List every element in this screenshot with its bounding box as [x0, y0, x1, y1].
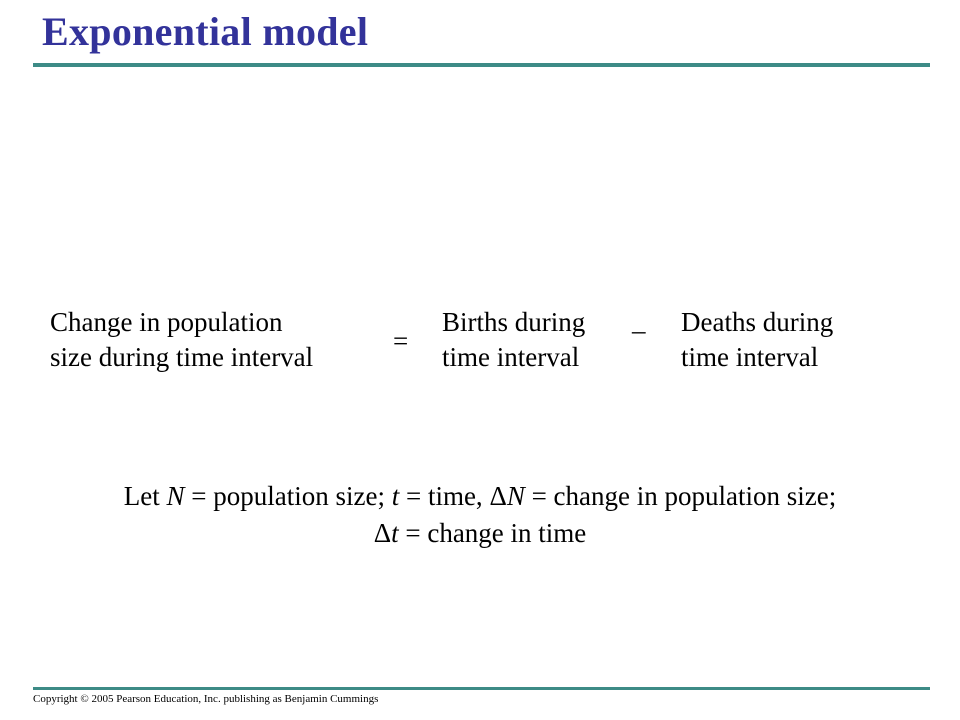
- def-t: = time,: [399, 481, 490, 511]
- definitions-line-2: [40, 515, 920, 552]
- deaths-line-1: Deaths during: [681, 307, 834, 337]
- deaths-term: [681, 305, 833, 375]
- deaths-line-2: time interval: [681, 342, 819, 372]
- copyright-notice: Copyright © 2005 Pearson Education, Inc. publishing as Benjamin Cummings: [33, 693, 379, 705]
- population-change-term: [50, 305, 313, 375]
- var-N: N: [166, 481, 185, 511]
- population-change-line-2: size during time interval: [50, 342, 314, 372]
- var-t: t: [391, 481, 400, 511]
- def-delta-t: = change in time: [398, 518, 587, 548]
- definitions-line-1: [40, 478, 920, 515]
- population-change-line-1: Change in population: [50, 307, 283, 337]
- births-term: [442, 305, 585, 375]
- slide-title: Exponential model: [42, 9, 369, 54]
- def-N: = population size;: [184, 481, 392, 511]
- footer-divider: [33, 687, 930, 690]
- title-divider: [33, 63, 930, 67]
- var-delta-N: N: [506, 481, 525, 511]
- births-line-2: time interval: [442, 342, 580, 372]
- births-line-1: Births during: [442, 307, 586, 337]
- def-delta-N: = change in population size;: [524, 481, 837, 511]
- let-text: Let: [123, 481, 167, 511]
- delta-symbol: Δ: [373, 518, 392, 548]
- minus-sign: _: [632, 306, 646, 336]
- equals-sign: =: [393, 326, 409, 356]
- variable-definitions: [40, 478, 920, 552]
- delta-symbol: Δ: [489, 481, 507, 511]
- var-delta-t: t: [391, 518, 399, 548]
